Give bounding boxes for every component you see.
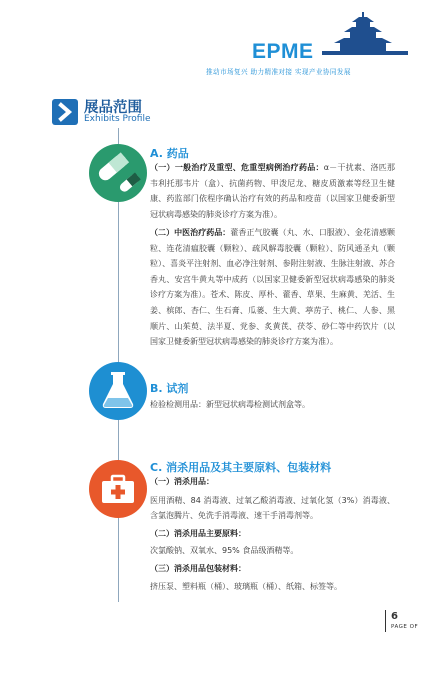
pavilion-logo-icon <box>322 12 408 56</box>
section-b-title: B. 试剂 <box>150 382 189 395</box>
section-title: 展品范围 <box>84 100 142 116</box>
section-c-s1-heading: （一）消杀用品： <box>150 477 214 486</box>
pill-capsule-icon <box>89 144 147 202</box>
page-header <box>0 0 438 80</box>
section-a-paragraph-2 <box>150 225 395 350</box>
section-a-paragraph-1 <box>150 160 395 222</box>
section-a-p1-body: α－干扰素、洛匹那韦利托那韦片（盒）、抗菌药物、甲泼尼龙、糖皮质激素等经卫生健康、药监部门依程序确认治疗有效的药品和疫苗（以国家卫健委新型冠状病毒感染的肺炎诊疗方案为准）。 <box>150 163 395 219</box>
section-a-p2-body: 藿香正气胶囊（丸、水、口服液）、金花清感颗粒、连花清瘟胶囊（颗粒）、疏风解毒胶囊（颗粒）、防风通圣丸（颗粒）、喜炎平注射剂、血必净注射剂、参附注射液、生脉注射液、苏合香丸、安宫牛黄丸等中成药（以国家卫健委新型冠状病毒感染的肺炎诊疗方案为准）。苍术、陈皮、厚朴、藿香、草果、生麻黄、羌活、生姜、槟郎、杏仁、生石膏、瓜蒌、生大黄、葶苈子、桃仁、人参、黑顺片、山茱萸、法半夏、党参、炙黄芪、茯苓、砂仁等中药饮片（以国家卫健委新型冠状病毒感染的肺炎诊疗方案为准）。 <box>150 228 396 347</box>
page-number: 6 <box>391 611 398 622</box>
section-a-p1-heading: （一）一般治疗及重型、危重型病例治疗药品： <box>150 163 324 172</box>
section-c-s3-body: 挤压泵、塑料瓶（桶）、玻璃瓶（桶）、纸箱、标签等。 <box>150 581 342 591</box>
section-a-title: A. 药品 <box>150 147 189 160</box>
section-b-paragraph: 检验检测用品：新型冠状病毒检测试剂盒等。 <box>150 400 310 409</box>
section-c-s3-heading: （三）消杀用品包装材料： <box>150 563 246 573</box>
section-subtitle: Exhibits Profile <box>84 114 151 124</box>
section-c-s2-body: 次氯酸钠、双氧水、95% 食品级酒精等。 <box>150 546 299 556</box>
medical-kit-icon <box>89 460 147 518</box>
section-c-content <box>150 474 395 594</box>
page-of-label: PAGE OF <box>391 624 419 630</box>
section-c-s1-body: 医用酒精、84 消毒液、过氧乙酸消毒液、过氧化氢（3%）消毒液、含氯泡腾片、免洗手消毒液、速干手消毒剂等。 <box>150 495 395 521</box>
flask-icon <box>89 362 147 420</box>
chevron-right-icon <box>52 99 78 125</box>
header-slogan: 推动市场复兴 助力精准对接 实现产业协同发展 <box>206 68 351 76</box>
logo-text: EPME <box>252 40 314 63</box>
section-c-s2-heading: （二）消杀用品主要原料： <box>150 528 246 538</box>
section-c-title: C. 消杀用品及其主要原料、包装材料 <box>150 461 332 474</box>
section-a-p2-heading: （二）中医治疗药品： <box>150 228 231 237</box>
page-number-divider <box>385 610 386 632</box>
